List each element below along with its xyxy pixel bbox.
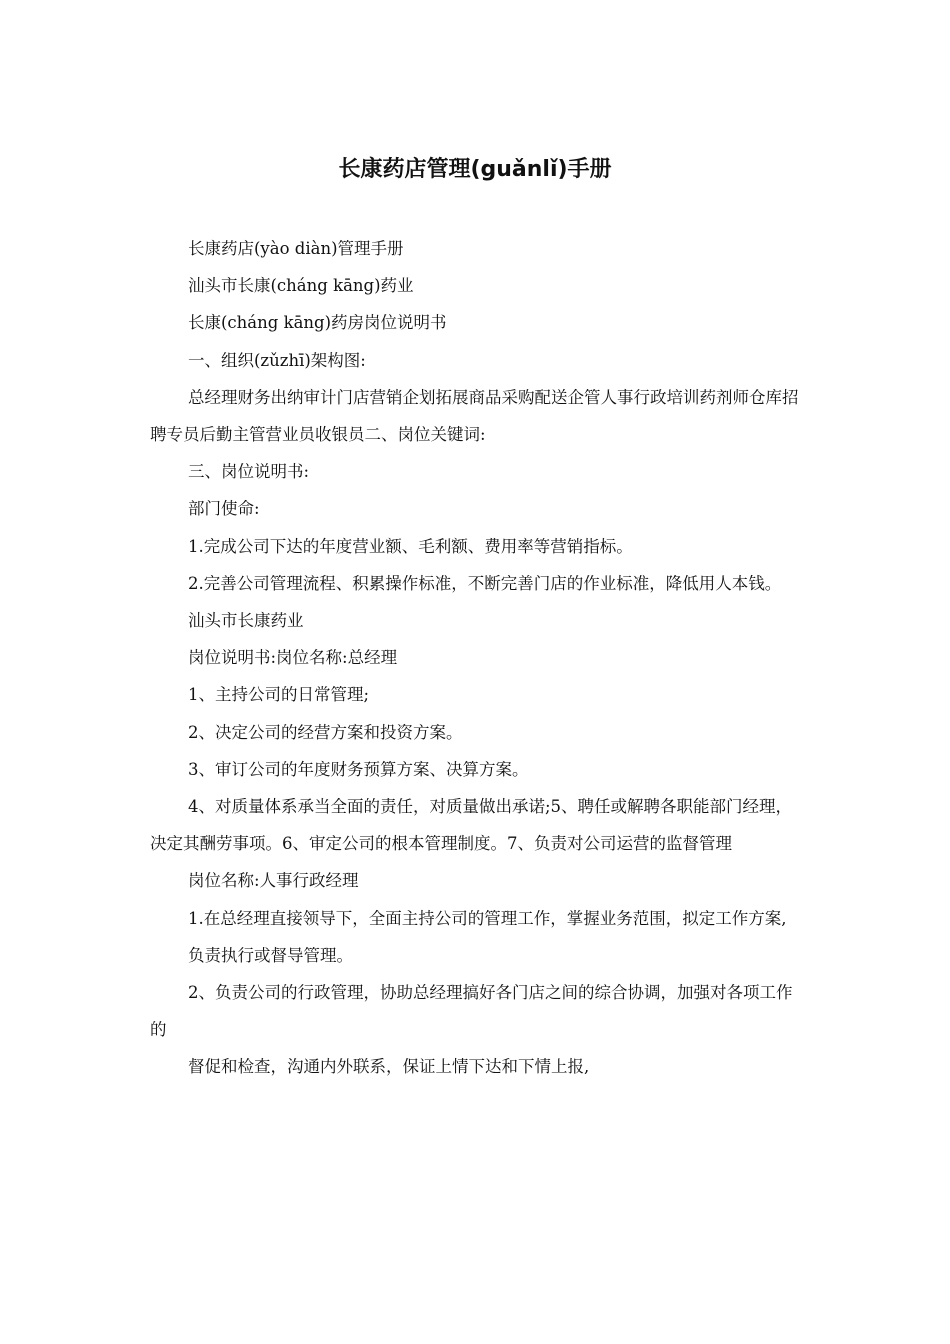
paragraph-15: 4、对质量体系承当全面的责任，对质量做出承诺;5、聘任或解聘各职能部门经理，决定其酬劳事项。6、审定公司的根本管理制度。7、负责对公司运营的监督管理 (150, 797, 793, 854)
paragraph-8: 1.完成公司下达的年度营业额、毛利额、费用率等营销指标。 (188, 536, 633, 556)
paragraph-19: 2、负责公司的行政管理，协助总经理搞好各门店之间的综合协调，加强对各项工作的 (150, 983, 793, 1040)
document-title: 长康药店管理(guǎnlǐ)手册 (338, 157, 612, 182)
paragraph-2: 汕头市长康(cháng kāng)药业 (188, 276, 414, 296)
paragraph-3: 长康(cháng kāng)药房岗位说明书 (188, 313, 447, 333)
paragraph-11: 岗位说明书:岗位名称:总经理 (188, 648, 398, 668)
paragraph-9: 2.完善公司管理流程、积累操作标准，不断完善门店的作业标准，降低用人本钱。 (188, 573, 782, 593)
paragraph-17: 1.在总经理直接领导下，全面主持公司的管理工作，掌握业务范围，拟定工作方案, (188, 908, 787, 928)
paragraph-14: 3、审订公司的年度财务预算方案、决算方案。 (188, 759, 529, 779)
paragraph-6: 三、岗位说明书: (188, 462, 310, 482)
paragraph-20: 督促和检查，沟通内外联系，保证上情下达和下情上报, (188, 1057, 590, 1077)
paragraph-18: 负责执行或督导管理。 (188, 945, 353, 965)
paragraph-7: 部门使命: (188, 499, 260, 519)
paragraph-1: 长康药店(yào diàn)管理手册 (188, 239, 404, 258)
document-body (150, 230, 802, 1086)
paragraph-4: 一、组织(zǔzhī)架构图: (188, 350, 366, 370)
paragraph-12: 1、主持公司的日常管理; (188, 685, 370, 705)
paragraph-13: 2、决定公司的经营方案和投资方案。 (188, 722, 463, 742)
paragraph-5: 总经理财务出纳审计门店营销企划拓展商品采购配送企管人事行政培训药剂师仓库招聘专员后勤主管营业员收银员二、岗位关键词: (150, 387, 799, 445)
paragraph-16: 岗位名称:人事行政经理 (188, 871, 359, 891)
paragraph-10: 汕头市长康药业 (188, 611, 304, 631)
